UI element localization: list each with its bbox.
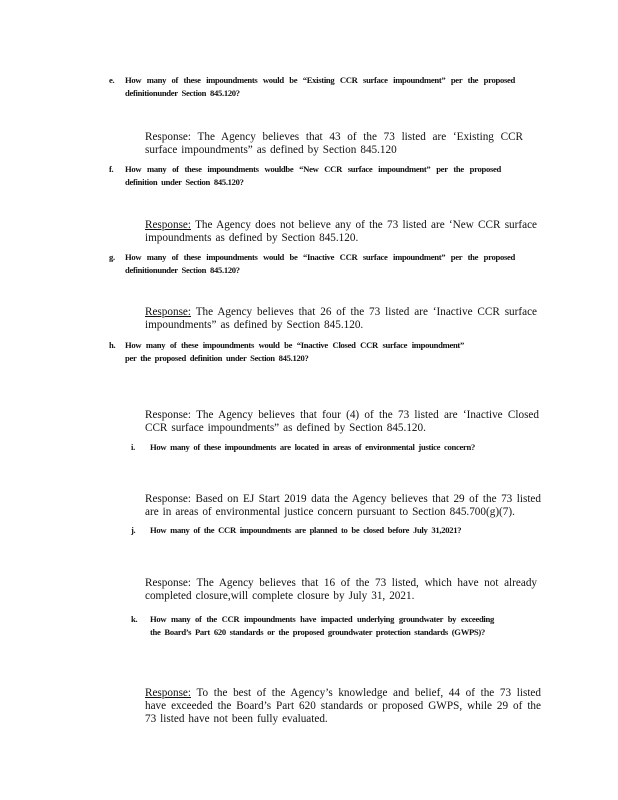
response-text: The Agency believes that 43 of the 73 listed are ‘Existing CCR surface impoundments” as defined by Section 845.120	[145, 131, 524, 157]
response-text: Based on EJ Start 2019 data the Agency believes that 29 of the 73 listed are in areas of environmental justice concern pursuant to Section 845.700(g)(7).	[145, 493, 541, 519]
response-j	[145, 577, 537, 603]
item-letter: h.	[109, 340, 116, 350]
response-label: Response:	[145, 493, 191, 506]
item-letter: g.	[109, 252, 115, 262]
question-f	[109, 163, 501, 189]
question-k	[131, 613, 494, 639]
item-letter: k.	[131, 614, 138, 624]
response-label: Response:	[145, 687, 191, 700]
item-letter: f.	[109, 164, 114, 174]
item-letter: e.	[109, 75, 115, 85]
question-text: How many of the CCR impoundments have impacted underlying groundwater by exceeding the Board’s Part 620 standards or the proposed groundwater protection standards (GWPS)?	[150, 614, 494, 637]
question-j	[131, 524, 537, 537]
response-h	[145, 409, 539, 435]
response-i	[145, 493, 541, 519]
response-text: To the best of the Agency’s knowledge and belief, 44 of the 73 listed have exceeded the Board’s Part 620 standards or proposed GWPS, while 29 of the 73 listed have not been fully evaluated.	[145, 687, 541, 726]
question-e	[109, 74, 515, 100]
question-text: How many of the CCR impoundments are planned to be closed before July 31,2021?	[150, 525, 462, 535]
response-k	[145, 687, 541, 726]
response-text: The Agency believes that 16 of the 73 listed, which have not already completed closure,will complete closure by July 31, 2021.	[145, 577, 538, 603]
response-label: Response:	[145, 131, 191, 144]
question-text: How many of these impoundments would be “Inactive CCR surface impoundment” per the proposed definitionunder Section 845.120?	[125, 252, 515, 275]
response-text: The Agency does not believe any of the 73 listed are ‘New CCR surface impoundments as defined by Section 845.120.	[145, 219, 537, 245]
response-label: Response:	[145, 219, 191, 232]
response-label: Response:	[145, 409, 191, 422]
response-label: Response:	[145, 577, 191, 590]
question-text: How many of these impoundments would be “Inactive Closed CCR surface impoundment” per the proposed definition under Section 845.120?	[125, 340, 464, 363]
response-e	[145, 131, 523, 157]
response-label: Response:	[145, 306, 191, 319]
question-h	[109, 339, 464, 365]
response-f	[145, 219, 537, 245]
question-g	[109, 251, 515, 277]
question-text: How many of these impoundments would be “Existing CCR surface impoundment” per the proposed definitionunder Section 845.120?	[125, 75, 515, 98]
question-text: How many of these impoundments wouldbe “New CCR surface impoundment” per the proposed definition under Section 845.120?	[125, 164, 501, 187]
response-text: The Agency believes that four (4) of the 73 listed are ‘Inactive Closed CCR surface impoundments” as defined by Section 845.120.	[145, 409, 539, 435]
response-g	[145, 306, 537, 332]
response-text: The Agency believes that 26 of the 73 listed are ‘Inactive CCR surface impoundments” as defined by Section 845.120.	[145, 306, 537, 332]
item-letter: j.	[131, 525, 136, 535]
question-i	[131, 441, 511, 454]
item-letter: i.	[131, 442, 135, 452]
question-text: How many of these impoundments are located in areas of environmental justice concern?	[150, 442, 476, 452]
